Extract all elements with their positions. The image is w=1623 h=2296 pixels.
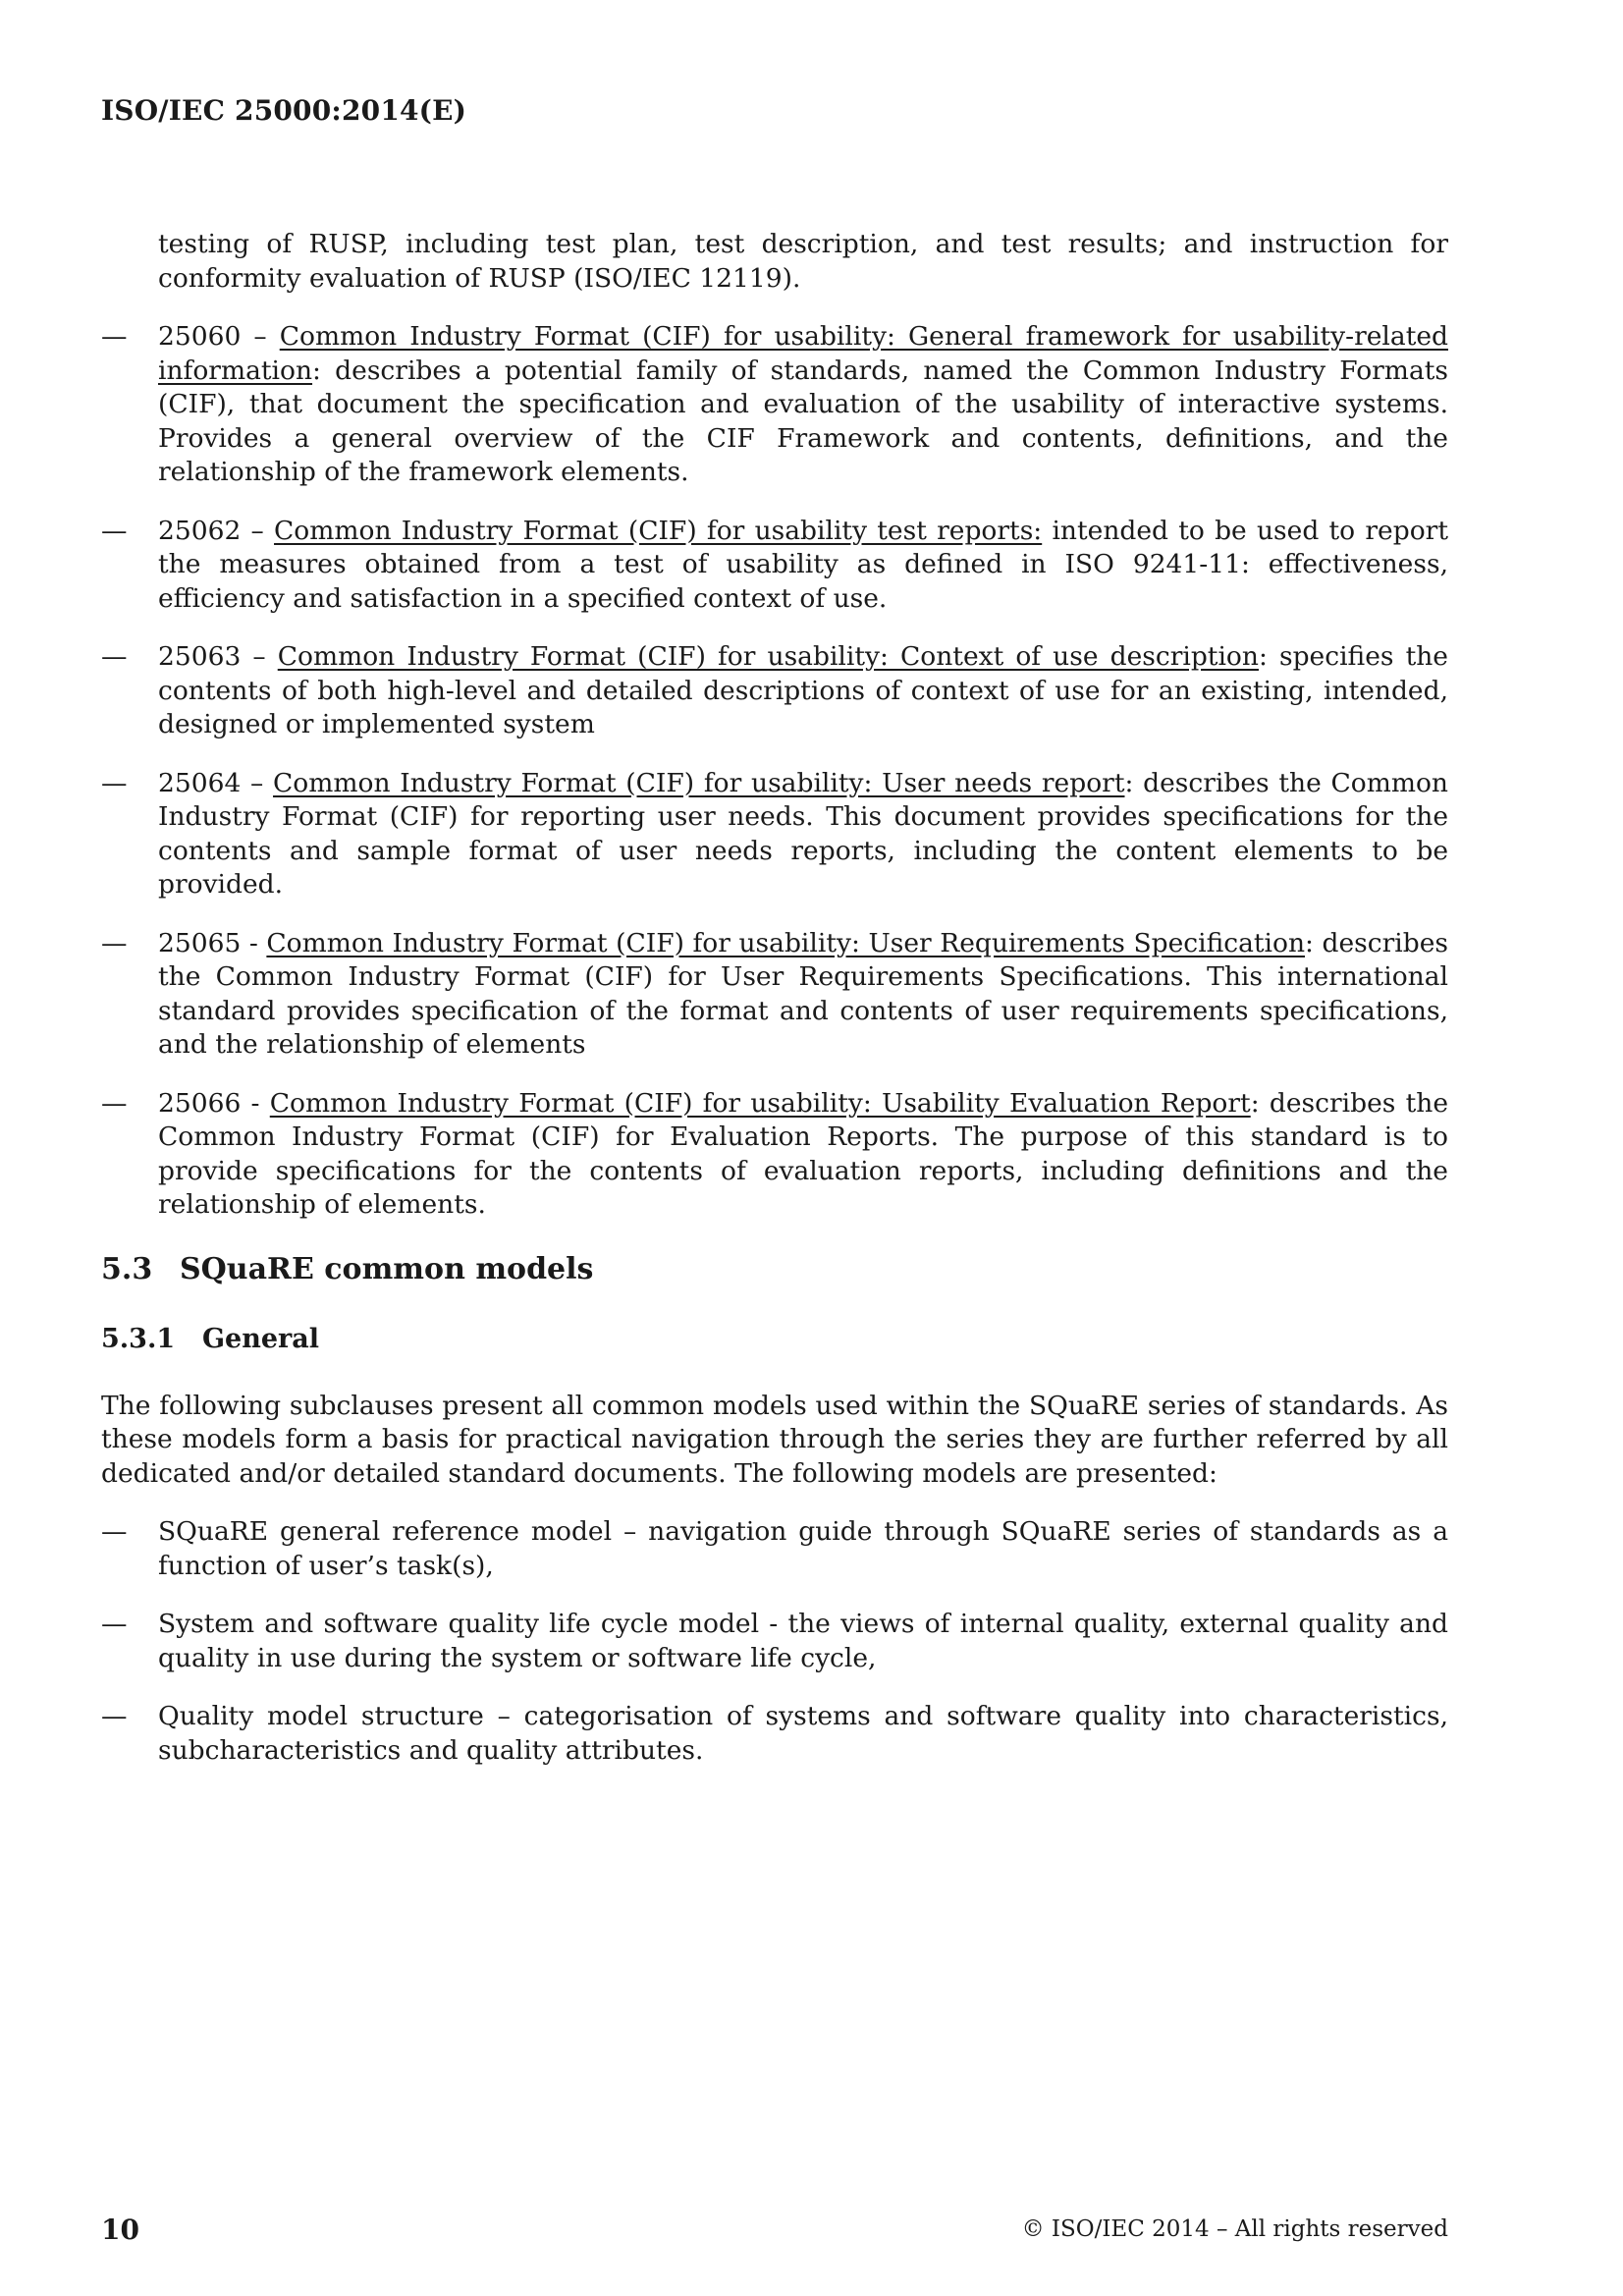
section-number: 5.3 bbox=[101, 1251, 153, 1286]
list-item-text: SQuaRE general reference model – navigation guide through SQuaRE series of standards as a function of user’s task(s), bbox=[158, 1516, 1448, 1581]
list-item bbox=[101, 1608, 1448, 1675]
page-content bbox=[101, 228, 1448, 1792]
item-title: Common Industry Format (CIF) for usability: User Requirements Specification bbox=[266, 927, 1306, 958]
list-item-text bbox=[158, 767, 1448, 902]
continuation-paragraph: testing of RUSP, including test plan, test description, and test results; and instruction for conformity evaluation of RUSP (ISO/IEC 12119). bbox=[158, 229, 1448, 294]
list-item bbox=[101, 1515, 1448, 1583]
list-item-text bbox=[158, 1087, 1448, 1223]
list-item-text bbox=[158, 320, 1448, 490]
list-dash: — bbox=[101, 1701, 128, 1731]
general-paragraph: The following subclauses present all common models used within the SQuaRE series of standards. As these models form a basis for practical navigation through the series they are further referred by all dedicated and/or detailed standard documents. The following models are presented: bbox=[101, 1390, 1448, 1489]
subsection-number: 5.3.1 bbox=[101, 1323, 176, 1354]
item-description: : describes the Common Industry Format (CIF) for User Requirements Specifications. This international standard provides specification of the format and contents of user requirements specifications, and the relationship of elements bbox=[158, 927, 1448, 1060]
item-description: : specifies the contents of both high-level and detailed descriptions of context of use for an existing, intended, designed or implemented system bbox=[158, 641, 1448, 739]
list-item-text: System and software quality life cycle model - the views of internal quality, external quality and quality in use during the system or software life cycle, bbox=[158, 1609, 1448, 1673]
item-prefix: 25066 - bbox=[158, 1087, 270, 1119]
models-list bbox=[101, 1515, 1448, 1768]
list-item-text bbox=[158, 927, 1448, 1063]
list-dash: — bbox=[101, 1087, 128, 1119]
list-item bbox=[101, 927, 1448, 1063]
page-number: 10 bbox=[101, 2214, 139, 2246]
list-dash: — bbox=[101, 767, 128, 798]
item-description: intended to be used to report the measures obtained from a test of usability as defined in ISO 9241-11: effectiveness, efficiency and satisfaction in a specified context of use. bbox=[158, 515, 1448, 614]
item-description: : describes the Common Industry Format (CIF) for reporting user needs. This document provides specifications for the contents and sample format of user needs reports, including the content elements to be provided. bbox=[158, 767, 1448, 900]
item-title: Common Industry Format (CIF) for usability: General framework for usability-related information bbox=[158, 321, 1448, 386]
item-prefix: 25065 - bbox=[158, 927, 267, 958]
copyright-notice: © ISO/IEC 2014 – All rights reserved bbox=[1021, 2216, 1448, 2242]
list-item-text bbox=[158, 515, 1448, 617]
item-title: Common Industry Format (CIF) for usability: Context of use description bbox=[277, 641, 1259, 672]
list-dash: — bbox=[101, 1609, 128, 1639]
item-description: : describes a potential family of standards, named the Common Industry Formats (CIF), that document the specification and evaluation of the usability of interactive systems. Provides a general overview of the CIF Framework and contents, definitions, and the relationship of the framework elements. bbox=[158, 355, 1448, 487]
list-item bbox=[101, 320, 1448, 490]
list-item bbox=[101, 1087, 1448, 1223]
item-title: Common Industry Format (CIF) for usability: User needs report bbox=[273, 767, 1125, 798]
list-item-text bbox=[158, 640, 1448, 742]
item-prefix: 25063 – bbox=[158, 641, 278, 672]
item-title: Common Industry Format (CIF) for usability: Usability Evaluation Report bbox=[269, 1087, 1251, 1119]
list-item-text: Quality model structure – categorisation of systems and software quality into characteristics, subcharacteristics and quality attributes. bbox=[158, 1701, 1448, 1766]
list-item bbox=[101, 640, 1448, 742]
list-dash: — bbox=[101, 321, 128, 352]
list-item bbox=[101, 1700, 1448, 1768]
list-dash: — bbox=[101, 1516, 128, 1547]
item-prefix: 25064 – bbox=[158, 767, 274, 798]
list-dash: — bbox=[101, 927, 128, 958]
section-heading bbox=[101, 1252, 1448, 1287]
list-dash: — bbox=[101, 641, 128, 672]
subsection-heading bbox=[101, 1323, 1448, 1356]
list-item bbox=[101, 767, 1448, 902]
subsection-title: General bbox=[202, 1323, 320, 1354]
item-description: : describes the Common Industry Format (CIF) for Evaluation Reports. The purpose of this standard is to provide specifications for the contents of evaluation reports, including definitions and the relationship of elements. bbox=[158, 1087, 1449, 1220]
item-title: Common Industry Format (CIF) for usability test reports: bbox=[274, 515, 1043, 546]
list-item bbox=[101, 515, 1448, 617]
item-prefix: 25060 – bbox=[158, 321, 280, 352]
document-header: ISO/IEC 25000:2014(E) bbox=[101, 94, 467, 127]
section-title: SQuaRE common models bbox=[180, 1251, 594, 1286]
item-prefix: 25062 – bbox=[158, 515, 275, 546]
list-dash: — bbox=[101, 515, 128, 546]
standards-list bbox=[101, 320, 1448, 1223]
